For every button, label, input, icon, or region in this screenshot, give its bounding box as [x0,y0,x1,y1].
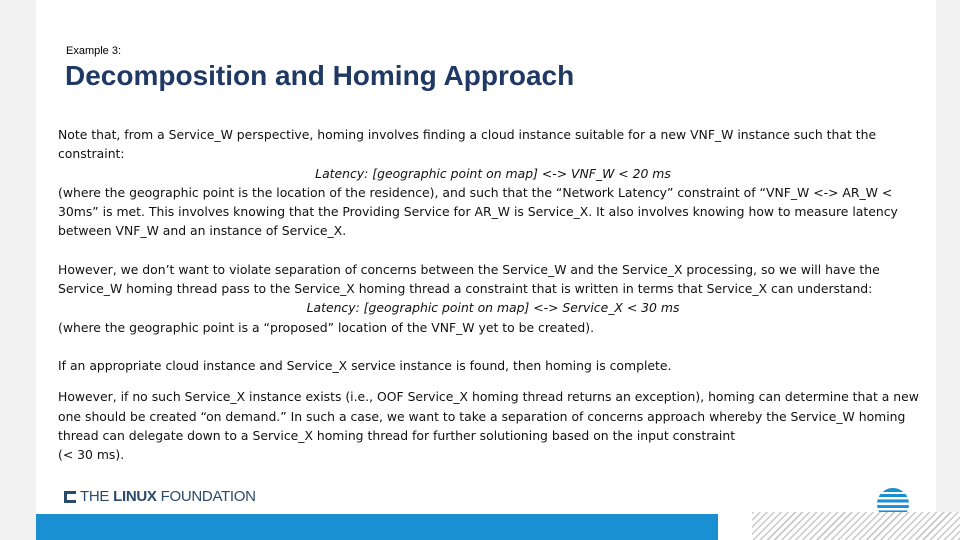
footer-accent-bar [36,514,718,540]
slide-body [58,125,928,464]
linux-foundation-logo [64,488,256,505]
latency-formula-vnf: Latency: [geographic point on map] <-> VNF_W < 20 ms [315,165,671,181]
paragraph-on-demand: However, if no such Service_X instance exists (i.e., OOF Service_X homing thread returns an exception), homing can determine that a new one should be created “on demand.” In such a case, we want to take a separation of concerns approach whereby the Service_W homing thread can delegate down to a Service_X homing thread for further solutioning based on the input constraint [58,389,919,443]
paragraph-on-demand-end: (< 30 ms). [58,447,125,463]
linux-foundation-mark-icon [64,491,76,503]
left-margin-band [0,0,36,540]
latency-formula-service-x: Latency: [geographic point on map] <-> Service_X < 30 ms [306,300,680,316]
right-margin-band [936,0,960,540]
footer-hatch-pattern [752,512,960,540]
paragraph-intro-continued: (where the geographic point is the location of the residence), and such that the “Network Latency” constraint of “VNF_W <-> AR_W < 30ms” is met. This involves knowing that the Providing Service for AR_W is Service_X. It also involves knowing how to measure latency between VNF_W and an instance of Service_X. [58,184,898,239]
logo-text-linux: LINUX [113,488,157,505]
logo-text-the: THE [80,488,110,505]
slide-title: Decomposition and Homing Approach [65,60,575,91]
paragraph-intro: Note that, from a Service_W perspective, homing involves finding a cloud instance suitable for a new VNF_W instance such that the constraint: [58,127,877,162]
paragraph-separation: However, we don’t want to violate separation of concerns between the Service_W and the Service_X processing, so we will have the Service_W homing thread pass to the Service_X homing thread a constraint that is written in terms that Service_X can understand: [58,261,880,297]
paragraph-homing-complete: If an appropriate cloud instance and Service_X service instance is found, then homing is complete. [58,357,672,373]
paragraph-separation-continued: (where the geographic point is a “proposed” location of the VNF_W yet to be created). [58,319,595,335]
slide-subtitle: Example 3: [66,45,122,57]
logo-text-foundation: FOUNDATION [160,488,256,505]
